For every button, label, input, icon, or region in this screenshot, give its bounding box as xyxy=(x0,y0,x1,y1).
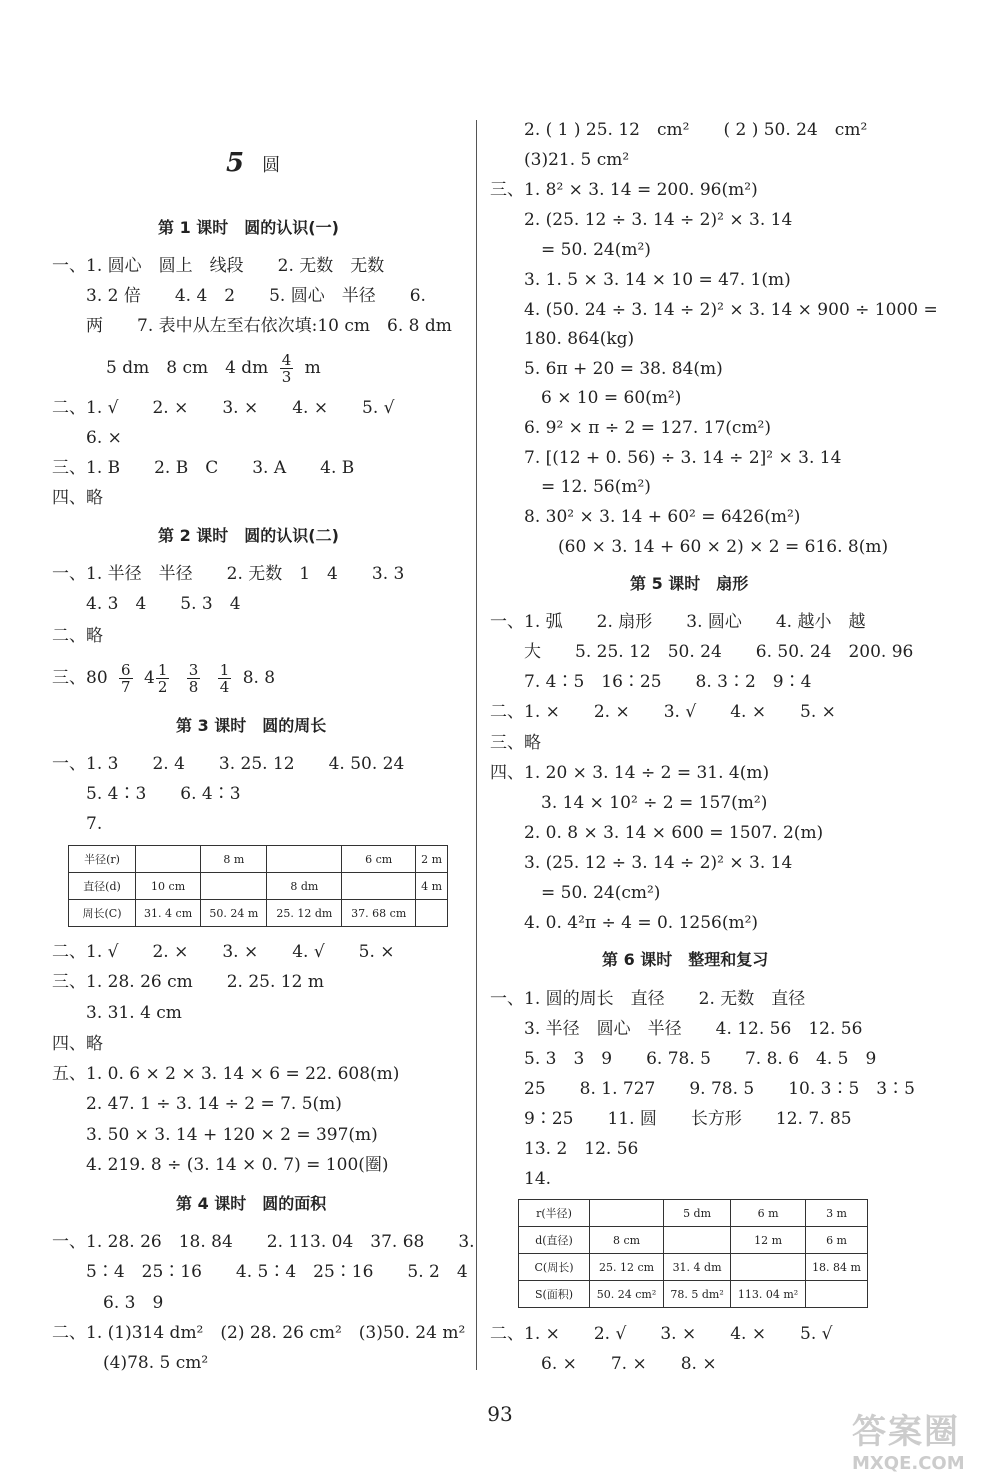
table-row xyxy=(69,900,448,927)
table-cell: 12 m xyxy=(731,1227,806,1254)
answer-text: 5 dm 8 cm 4 dm xyxy=(106,358,269,378)
chapter-number: 5 xyxy=(226,148,245,178)
answer-line: 13. 2 12. 56 xyxy=(490,1139,639,1159)
fraction-denominator: 7 xyxy=(121,678,131,696)
table-cell xyxy=(342,873,416,900)
answer-line: 2. (25. 12 ÷ 3. 14 ÷ 2)² × 3. 14 xyxy=(490,210,793,230)
fraction-denominator: 3 xyxy=(281,368,292,386)
table-cell: 37. 68 cm xyxy=(342,900,416,927)
answer-text: 4 xyxy=(144,668,155,688)
table-cell: 8 cm xyxy=(590,1227,664,1254)
unit-text: m xyxy=(304,358,321,378)
watermark-top-text: 答案圈 xyxy=(852,1412,960,1452)
table-row xyxy=(519,1254,868,1281)
answer-line xyxy=(106,352,321,385)
lesson-4-title: 第 4 课时 圆的面积 xyxy=(176,1194,327,1213)
answer-line: 14. xyxy=(490,1169,552,1189)
answer-line: 一、1. 弧 2. 扇形 3. 圆心 4. 越小 越 xyxy=(490,612,866,632)
answer-line: 二、1. × 2. × 3. √ 4. × 5. × xyxy=(490,702,836,722)
table-cell: 10 cm xyxy=(136,873,201,900)
answer-line: 5. 4∶3 6. 4∶3 xyxy=(52,784,241,804)
answer-line: 6 × 10 = 60(m²) xyxy=(490,388,682,408)
watermark-logo xyxy=(852,1404,982,1476)
answer-line: (3)21. 5 cm² xyxy=(490,150,630,170)
answer-line: = 50. 24(cm²) xyxy=(490,883,661,903)
answer-text: 三、80 xyxy=(52,668,108,688)
lesson-1-title: 第 1 课时 圆的认识(一) xyxy=(158,218,339,237)
answer-line: (60 × 3. 14 + 60 × 2) × 2 = 616. 8(m) xyxy=(490,537,889,557)
answer-line: 5. 6π + 20 = 38. 84(m) xyxy=(490,359,723,379)
table-cell: S(面积) xyxy=(519,1281,590,1308)
answer-line: 7. 4∶5 16∶25 8. 3∶2 9∶4 xyxy=(490,672,812,692)
answer-line: 2. 47. 1 ÷ 3. 14 ÷ 2 = 7. 5(m) xyxy=(52,1094,342,1114)
answer-line: 6. 9² × π ÷ 2 = 127. 17(cm²) xyxy=(490,418,772,438)
answer-line: 4. 219. 8 ÷ (3. 14 × 0. 7) = 100(圈) xyxy=(52,1155,389,1175)
chapter-title: 圆 xyxy=(262,155,281,176)
table-cell: 25. 12 cm xyxy=(590,1254,664,1281)
lesson-2-title: 第 2 课时 圆的认识(二) xyxy=(158,526,339,545)
table-cell: 18. 84 m xyxy=(806,1254,868,1281)
table-cell: 4 m xyxy=(416,873,448,900)
table-cell: r(半径) xyxy=(519,1200,590,1227)
answer-line: 一、1. 圆的周长 直径 2. 无数 直径 xyxy=(490,989,806,1009)
answer-line: 9∶25 11. 圆 长方形 12. 7. 85 xyxy=(490,1109,852,1129)
fraction-numerator: 1 xyxy=(219,661,230,679)
answer-line: 6. × 7. × 8. × xyxy=(490,1354,717,1374)
table-cell: 8 m xyxy=(201,846,267,873)
table-cell: 3 m xyxy=(806,1200,868,1227)
answer-line: 25 8. 1. 727 9. 78. 5 10. 3∶5 3∶5 xyxy=(490,1079,915,1099)
lesson-3-title: 第 3 课时 圆的周长 xyxy=(176,716,327,735)
fraction xyxy=(119,662,133,695)
answer-line: 3. (25. 12 ÷ 3. 14 ÷ 2)² × 3. 14 xyxy=(490,853,793,873)
answer-line: 一、1. 圆心 圆上 线段 2. 无数 无数 xyxy=(52,256,385,276)
answer-line: 4. 0. 4²π ÷ 4 = 0. 1256(m²) xyxy=(490,913,759,933)
fraction xyxy=(280,352,294,385)
fraction-denominator: 4 xyxy=(219,678,230,696)
answer-line: 一、1. 3 2. 4 3. 25. 12 4. 50. 24 xyxy=(52,754,405,774)
answer-line: 5. 3 3 9 6. 78. 5 7. 8. 6 4. 5 9 xyxy=(490,1049,877,1069)
lesson-6-title: 第 6 课时 整理和复习 xyxy=(602,950,769,969)
answer-line: 5∶4 25∶16 4. 5∶4 25∶16 5. 2 4 xyxy=(52,1262,468,1282)
table-row xyxy=(519,1200,868,1227)
answer-line: 三、1. 8² × 3. 14 = 200. 96(m²) xyxy=(490,180,758,200)
table-cell: 31. 4 cm xyxy=(136,900,201,927)
table-cell: 6 m xyxy=(806,1227,868,1254)
table-cell xyxy=(136,846,201,873)
answer-line: = 12. 56(m²) xyxy=(490,477,651,497)
fraction xyxy=(156,662,170,695)
answer-line: 两 7. 表中从左至右依次填:10 cm 6. 8 dm xyxy=(52,316,452,336)
answer-line: 3. 50 × 3. 14 + 120 × 2 = 397(m) xyxy=(52,1125,378,1145)
answer-line: 二、略 xyxy=(52,626,103,646)
answer-line: 180. 864(kg) xyxy=(490,329,635,349)
answer-line: 4. (50. 24 ÷ 3. 14 ÷ 2)² × 3. 14 × 900 ÷ 1000 = xyxy=(490,300,938,320)
answer-line: 二、1. √ 2. × 3. × 4. × 5. √ xyxy=(52,398,395,418)
answer-line: 三、1. B 2. B C 3. A 4. B xyxy=(52,458,355,478)
table-cell: 6 m xyxy=(731,1200,806,1227)
table-cell: 31. 4 dm xyxy=(664,1254,731,1281)
table-cell: d(直径) xyxy=(519,1227,590,1254)
chapter-heading xyxy=(226,148,280,178)
answer-line: 3. 1. 5 × 3. 14 × 10 = 47. 1(m) xyxy=(490,270,791,290)
answer-line: 6. × xyxy=(52,428,122,448)
answer-line: 一、1. 半径 半径 2. 无数 1 4 3. 3 xyxy=(52,564,405,584)
answer-line: 二、1. √ 2. × 3. × 4. √ 5. × xyxy=(52,942,395,962)
fraction-numerator: 6 xyxy=(121,661,131,679)
table-cell: 25. 12 dm xyxy=(267,900,342,927)
fraction xyxy=(187,662,201,695)
table-cell xyxy=(731,1254,806,1281)
table-cell xyxy=(664,1227,731,1254)
circle-table-1 xyxy=(68,845,448,927)
fraction-numerator: 3 xyxy=(188,661,199,679)
answer-line: 3. 2 倍 4. 4 2 5. 圆心 半径 6. xyxy=(52,286,426,306)
answer-line: 8. 30² × 3. 14 + 60² = 6426(m²) xyxy=(490,507,801,527)
table-cell: 直径(d) xyxy=(69,873,136,900)
answer-line: 2. 0. 8 × 3. 14 × 600 = 1507. 2(m) xyxy=(490,823,824,843)
fraction-numerator: 1 xyxy=(157,661,168,679)
answer-line: 2. ( 1 ) 25. 12 cm² ( 2 ) 50. 24 cm² xyxy=(490,120,868,140)
table-cell xyxy=(806,1281,868,1308)
table-cell xyxy=(267,846,342,873)
answer-line: 五、1. 0. 6 × 2 × 3. 14 × 6 = 22. 608(m) xyxy=(52,1064,400,1084)
table-row xyxy=(69,873,448,900)
answer-line: 7. xyxy=(52,814,103,834)
table-cell xyxy=(416,900,448,927)
answer-line: (4)78. 5 cm² xyxy=(52,1353,209,1373)
answer-line: 大 5. 25. 12 50. 24 6. 50. 24 200. 96 xyxy=(490,642,914,662)
answer-line: 3. 14 × 10² ÷ 2 = 157(m²) xyxy=(490,793,768,813)
table-cell: 5 dm xyxy=(664,1200,731,1227)
answer-line: 3. 半径 圆心 半径 4. 12. 56 12. 56 xyxy=(490,1019,863,1039)
answer-line xyxy=(52,662,275,695)
table-cell xyxy=(590,1200,664,1227)
fraction-denominator: 8 xyxy=(188,678,199,696)
answer-line: = 50. 24(m²) xyxy=(490,240,651,260)
watermark-bottom-text: MXQE.COM xyxy=(852,1453,965,1474)
table-row xyxy=(69,846,448,873)
table-row xyxy=(519,1281,868,1308)
lesson-5-title: 第 5 课时 扇形 xyxy=(630,574,749,593)
fraction-denominator: 2 xyxy=(157,678,168,696)
column-divider xyxy=(476,120,477,1370)
table-cell: C(周长) xyxy=(519,1254,590,1281)
table-cell: 半径(r) xyxy=(69,846,136,873)
table-cell: 50. 24 cm² xyxy=(590,1281,664,1308)
table-cell: 2 m xyxy=(416,846,448,873)
answer-line: 3. 31. 4 cm xyxy=(52,1003,182,1023)
answer-line: 四、略 xyxy=(52,488,103,508)
answer-line: 4. 3 4 5. 3 4 xyxy=(52,594,241,614)
table-cell xyxy=(201,873,267,900)
answer-text: 8. 8 xyxy=(242,668,276,688)
answer-line: 7. [(12 + 0. 56) ÷ 3. 14 ÷ 2]² × 3. 14 xyxy=(490,448,842,468)
answer-line: 四、略 xyxy=(52,1034,103,1054)
answer-line: 6. 3 9 xyxy=(52,1293,164,1313)
answer-line: 二、1. × 2. √ 3. × 4. × 5. √ xyxy=(490,1324,833,1344)
answer-line: 四、1. 20 × 3. 14 ÷ 2 = 31. 4(m) xyxy=(490,763,770,783)
circle-table-2 xyxy=(518,1199,868,1308)
answer-line: 二、1. (1)314 dm² (2) 28. 26 cm² (3)50. 24 m² xyxy=(52,1323,466,1343)
table-cell: 50. 24 m xyxy=(201,900,267,927)
table-cell: 113. 04 m² xyxy=(731,1281,806,1308)
fraction xyxy=(218,662,232,695)
table-cell: 8 dm xyxy=(267,873,342,900)
table-row xyxy=(519,1227,868,1254)
page-number: 93 xyxy=(487,1402,513,1426)
answer-line: 一、1. 28. 26 18. 84 2. 113. 04 37. 68 3. xyxy=(52,1232,475,1252)
answer-line: 三、略 xyxy=(490,733,541,753)
table-cell: 78. 5 dm² xyxy=(664,1281,731,1308)
fraction-numerator: 4 xyxy=(281,351,292,369)
answer-line: 三、1. 28. 26 cm 2. 25. 12 m xyxy=(52,972,324,992)
table-cell: 周长(C) xyxy=(69,900,136,927)
table-cell: 6 cm xyxy=(342,846,416,873)
